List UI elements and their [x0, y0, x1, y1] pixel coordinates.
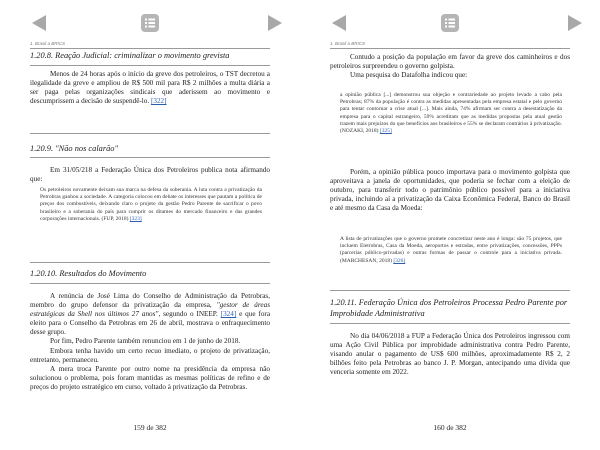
paragraph-text: Menos de 24 horas após o início da greve dos petroleiros, o TST decretou a ilegalidade da greve e ampliou de R$ 500 mil para R$ 2 milhões a multa diária a ser paga pelas organizações sindicais que aderissem ao movimento e descumprissem a decisão de suspendê-lo. [30, 70, 270, 106]
menu-grid-icon [441, 14, 459, 32]
navigation-bar [300, 14, 600, 32]
page-number: 159 de 382 [133, 423, 167, 432]
footnote-link[interactable]: [325] [379, 128, 392, 135]
menu-grid-icon [141, 14, 159, 32]
right-page [300, 0, 600, 450]
footnote-link[interactable]: [322] [150, 97, 167, 106]
section-title: 1.20.11. Federação Única dos Petroleiros Processa Pedro Parente por Improbidade Administrativa [330, 298, 568, 318]
menu-button[interactable] [441, 14, 459, 32]
quote-text: Os petroleiros novamente deixam sua marca na defesa da soberania. A luta contra a privatização da Petrobras ganhou a sociedade. A categoria colocou em debate os interesses que pautam a política de preços dos combustíveis, deixando claro o projeto da gestão Pedro Parente de sacrificar o povo brasileiro e a soberania do país para cumprir os ditames do mercado financeiro e das grandes corporações internacionais. (FUP, 2018) [40, 187, 262, 222]
section-heading [30, 268, 270, 279]
block-quote [40, 187, 262, 223]
section-rule [30, 133, 270, 134]
header-rule [330, 48, 570, 49]
section-heading [30, 143, 270, 154]
block-quote [340, 92, 562, 135]
section-title: 1.20.10. Resultados do Movimento [30, 269, 147, 278]
header-rule [30, 48, 270, 49]
section-rule [30, 65, 270, 66]
previous-page-button[interactable] [330, 14, 348, 32]
running-head: 1. Brasil a BRICS [30, 41, 66, 46]
section-title: 1.20.8. Reação Judicial: criminalizar o movimento grevista [30, 51, 230, 60]
footnote-link[interactable]: [326] [393, 257, 406, 264]
section-heading [330, 297, 570, 319]
navigation-bar [0, 14, 300, 32]
section-rule [330, 290, 570, 291]
footnote-link[interactable]: [324] [220, 310, 237, 319]
triangle-left-icon [330, 14, 348, 32]
section-heading [30, 50, 270, 61]
triangle-left-icon [30, 14, 48, 32]
paragraph: A renúncia de José Lima do Conselho de Administração da Petrobras, membro do grupo defensor da privatização da empresa, "gestor de áreas estratégicas da Shell nos últimos 27 anos", segundo o INEEP. [324] e que fora eleito para o Conselho da Petrobras em 26 de abril, mostrava o enfraquecimento desse grupo. Por fim, Pedro Parente também renunciou em 1 de junho de 2018. Embora tenha havido um certo recuo imediato, o projeto de privatização, entretanto, permaneceu. A mera troca Parente por outro nome na presidência da empresa não solucionou o problema, pois foram mantidas as mesmas políticas de refino e de preços do projeto estratégico em curso, voltado à privatização da Petrobras. [30, 292, 271, 391]
quote-text: a opinião pública [...] demonstrou sua objeção e contrariedade ao projeto levado a cabo pela Petrobras; 87% da população é contra as medidas apresentadas pela empresa estatal e pelo governo para tentar contornar a crise atual [...]. Mais ainda, 74% afirmam ser contra a desestatização da empresa para o capital estrangeiro, 59% acreditam que as medidas propostas pela atual gestão trazem mais prejuízos do que benefícios aos brasileiros e 55% se declaram contrários à privatização. (NOZAKI, 2018) [340, 92, 562, 135]
section-rule [330, 323, 570, 324]
block-quote [340, 236, 562, 265]
section-title: 1.20.9. "Não nos calarão" [30, 144, 118, 153]
running-head: 1. Brasil a BRICS [330, 41, 366, 46]
emphasis: "gestor de áreas estratégicas da Shell nos últimos 27 anos" [30, 301, 270, 319]
next-page-button[interactable] [266, 14, 284, 32]
section-rule [30, 283, 270, 284]
next-page-button[interactable] [566, 14, 584, 32]
paragraph [30, 70, 270, 106]
previous-page-button[interactable] [30, 14, 48, 32]
section-rule [30, 157, 270, 158]
paragraph: No dia 04/06/2018 a FUP a Federação Única dos Petroleiros ingressou com uma Ação Civil Pública por improbidade administrativa contra Pedro Parente, visando anular o pagamento de US$ 600 milhões, aproximadamente R$ 2, 2 bilhões feito pela Petrobras ao banco J. P. Morgan, antecipando uma dívida que venceria somente em 2022. [330, 332, 570, 377]
footnote-link[interactable]: [323] [129, 215, 142, 222]
paragraph: Porém, a opinião pública pouco importava para o movimento golpista que aproveitava a janela de oportunidades, que poderia se fechar com a eleição de outubro, para transferir todo o patrimônio público possível para a iniciativa privada, incluindo aí a privatização da Caixa Econômica Federal, Banco do Brasil e até mesmo da Casa da Moeda: [330, 168, 570, 213]
paragraph: Em 31/05/218 a Federação Única dos Petroleiros publica nota afirmando que: [30, 166, 270, 184]
menu-button[interactable] [141, 14, 159, 32]
triangle-right-icon [266, 14, 284, 32]
section-rule [30, 262, 270, 263]
paragraph: Contudo a posição da população em favor da greve dos caminheiros e dos petroleiros surpreendeu o governo golpista. Uma pesquisa do Datafolha indicou que: [330, 53, 570, 80]
quote-text: A lista de privatizações que o governo promete concretizar neste ano é longa: são 75 projetos, que incluem Eletrobras, Casa da Moeda, aeroportos e estradas, entre privatizações, concessões, PPPs (parcerias público-privadas) e outras formas de passar o controle para a iniciativa privada. (MARCHESAN, 2018) [340, 236, 562, 264]
page-number: 160 de 382 [433, 423, 467, 432]
triangle-right-icon [566, 14, 584, 32]
